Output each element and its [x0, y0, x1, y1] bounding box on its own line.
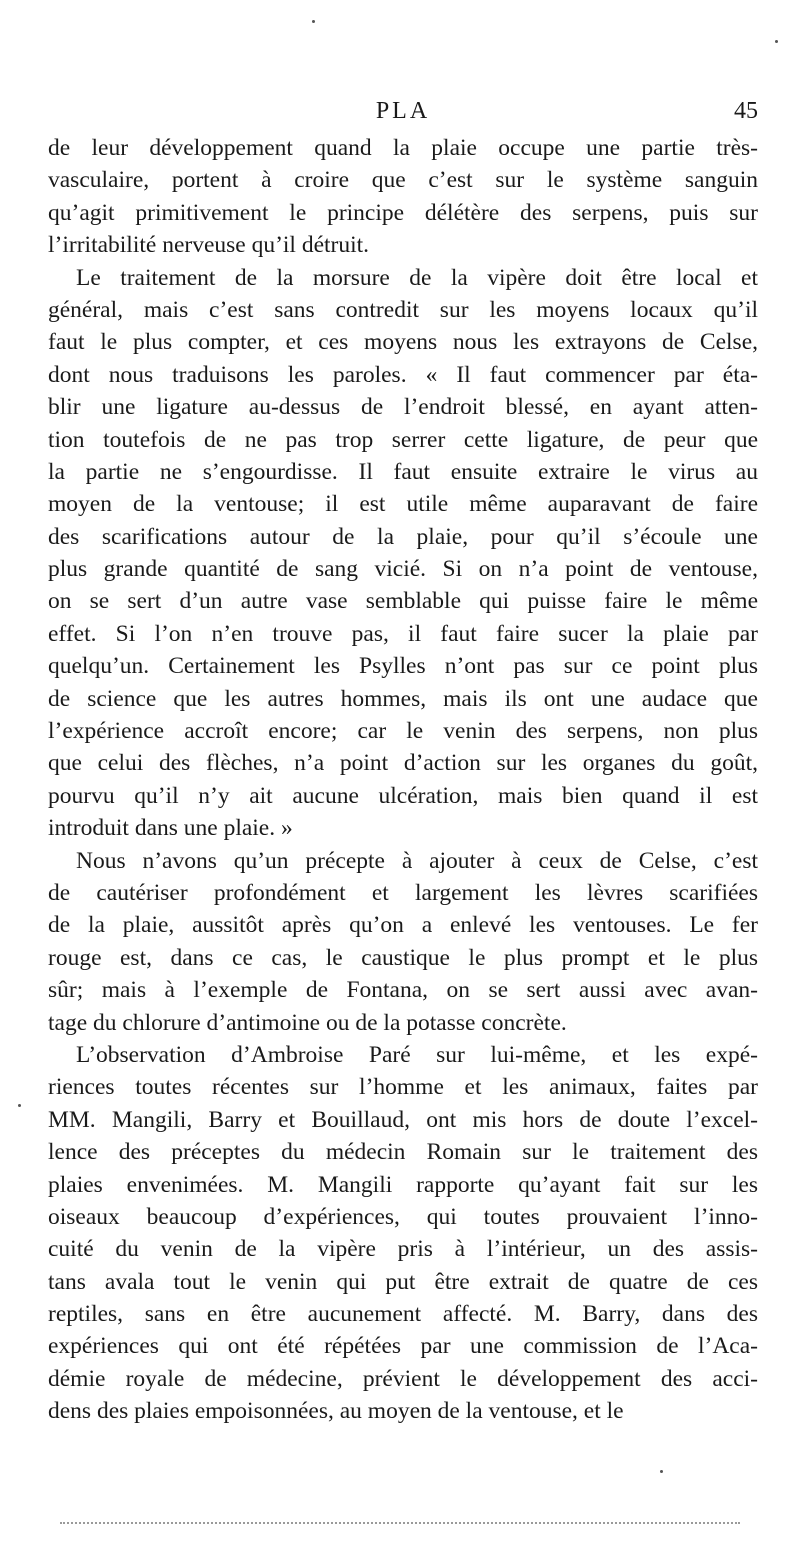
text-line: Nous n’avons qu’un précepte à ajouter à ceux de Celse, c’est: [76, 847, 758, 874]
text-line: blir une ligature au-dessus de l’endroit blessé, en ayant atten-: [48, 394, 758, 421]
text-line: quelqu’un. Certainement les Psylles n’ont pas sur ce point plus: [48, 653, 758, 680]
body-text: [48, 132, 758, 1428]
text-line: rouge est, dans ce cas, le caustique le plus prompt et le plus: [48, 944, 758, 971]
text-line: pourvu qu’il n’y ait aucune ulcération, mais bien quand il est: [48, 782, 758, 809]
text-line: sûr; mais à l’exemple de Fontana, on se sert aussi avec avan-: [48, 977, 758, 1004]
text-line: vasculaire, portent à croire que c’est sur le système sanguin: [48, 167, 758, 194]
text-line: qu’agit primitivement le principe délétère des serpens, puis sur: [48, 199, 758, 226]
text-line: oiseaux beaucoup d’expériences, qui toutes prouvaient l’inno-: [48, 1203, 758, 1230]
text-line: dens des plaies empoisonnées, au moyen de la ventouse, et le: [48, 1398, 624, 1425]
text-line: l’expérience accroît encore; car le venin des serpens, non plus: [48, 718, 758, 745]
text-line: plus grande quantité de sang vicié. Si on n’a point de ventouse,: [48, 556, 758, 583]
text-line: de leur développement quand la plaie occupe une partie très-: [48, 135, 758, 161]
text-line: plaies envenimées. M. Mangili rapporte qu’ayant fait sur les: [48, 1171, 758, 1198]
text-line: général, mais c’est sans contredit sur les moyens locaux qu’il: [48, 296, 758, 323]
paragraph: [48, 1039, 758, 1428]
text-line: démie royale de médecine, prévient le développement des acci-: [48, 1365, 758, 1392]
text-line: l’irritabilité nerveuse qu’il détruit.: [48, 232, 370, 259]
print-speck: [18, 1104, 21, 1107]
text-line: effet. Si l’on n’en trouve pas, il faut faire sucer la plaie par: [48, 620, 758, 647]
text-line: L’observation d’Ambroise Paré sur lui-même, et les expé-: [76, 1041, 758, 1068]
text-line: la partie ne s’engourdisse. Il faut ensuite extraire le virus au: [48, 458, 758, 485]
text-line: de la plaie, aussitôt après qu’on a enlevé les ventouses. Le fer: [48, 912, 758, 939]
text-line: tans avala tout le venin qui put être extrait de quatre de ces: [48, 1268, 758, 1295]
running-header: [48, 98, 758, 134]
text-line: que celui des flèches, n’a point d’action sur les organes du goût,: [48, 750, 758, 777]
text-line: moyen de la ventouse; il est utile même auparavant de faire: [48, 491, 758, 518]
print-speck: [660, 1470, 663, 1473]
text-line: expériences qui ont été répétées par une commission de l’Aca-: [48, 1333, 758, 1360]
text-line: riences toutes récentes sur l’homme et les animaux, faites par: [48, 1074, 758, 1101]
running-title: PLA: [375, 98, 431, 124]
text-line: lence des préceptes du médecin Romain sur le traitement des: [48, 1139, 758, 1166]
text-line: cuité du venin de la vipère pris à l’intérieur, un des assis-: [48, 1236, 758, 1263]
print-speck: [312, 20, 315, 23]
text-line: tion toutefois de ne pas trop serrer cette ligature, de peur que: [48, 426, 758, 453]
text-line: dont nous traduisons les paroles. « Il faut commencer par éta-: [48, 361, 758, 388]
text-line: Le traitement de la morsure de la vipère doit être local et: [76, 264, 758, 291]
paragraph: [48, 262, 758, 845]
paragraph: [48, 132, 758, 262]
text-line: de cautériser profondément et largement les lèvres scarifiées: [48, 879, 758, 906]
bottom-dotted-rule: [60, 1522, 740, 1524]
paragraph: [48, 845, 758, 1039]
text-line: des scarifications autour de la plaie, pour qu’il s’écoule une: [48, 523, 758, 550]
text-line: introduit dans une plaie. »: [48, 815, 293, 842]
text-line: tage du chlorure d’antimoine ou de la potasse concrète.: [48, 1009, 567, 1036]
text-line: reptiles, sans en être aucunement affecté. M. Barry, dans des: [48, 1301, 758, 1328]
print-speck: [775, 40, 778, 43]
text-line: faut le plus compter, et ces moyens nous les extrayons de Celse,: [48, 329, 758, 356]
text-line: de science que les autres hommes, mais ils ont une audace que: [48, 685, 758, 712]
text-line: MM. Mangili, Barry et Bouillaud, ont mis hors de doute l’excel-: [48, 1106, 758, 1133]
page-number: 45: [734, 98, 758, 124]
text-line: on se sert d’un autre vase semblable qui puisse faire le même: [48, 588, 758, 615]
